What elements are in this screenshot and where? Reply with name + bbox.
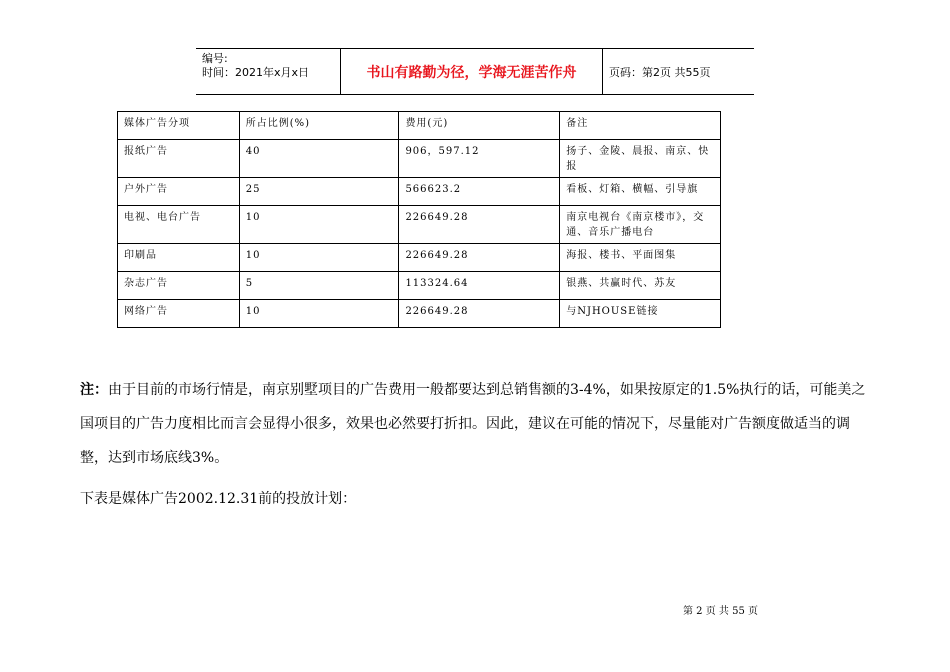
table-cell: 10	[239, 244, 399, 272]
table-header-row	[118, 112, 721, 140]
table-cell: 40	[239, 140, 399, 178]
table-header-cell: 费用(元)	[399, 112, 560, 140]
page-header	[196, 48, 754, 95]
table-cell: 银燕、共赢时代、苏友	[560, 272, 721, 300]
table-cell: 10	[239, 206, 399, 244]
table-row	[118, 272, 721, 300]
table-cell: 户外广告	[118, 178, 240, 206]
table-header-cell: 媒体广告分项	[118, 112, 240, 140]
table-cell: 226649.28	[399, 300, 560, 328]
table-header-cell: 备注	[560, 112, 721, 140]
table-row	[118, 300, 721, 328]
table-cell: 报纸广告	[118, 140, 240, 178]
header-divider	[602, 49, 603, 94]
table-cell: 印刷品	[118, 244, 240, 272]
page-footer: 第 2 页 共 55 页	[683, 606, 758, 617]
header-id-label: 编号:	[202, 52, 228, 65]
table-cell: 与NJHOUSE链接	[560, 300, 721, 328]
table-cell: 10	[239, 300, 399, 328]
table-cell: 杂志广告	[118, 272, 240, 300]
table-cell: 566623.2	[399, 178, 560, 206]
note-paragraph	[80, 373, 870, 475]
table-cell: 海报、楼书、平面图集	[560, 244, 721, 272]
table-header-cell: 所占比例(%)	[239, 112, 399, 140]
table-cell: 25	[239, 178, 399, 206]
table-cell: 网络广告	[118, 300, 240, 328]
table-row	[118, 178, 721, 206]
table-cell: 226649.28	[399, 244, 560, 272]
note-text: 由于目前的市场行情是，南京别墅项目的广告费用一般都要达到总销售额的3-4%，如果按原定的1.5%执行的话，可能美之国项目的广告力度相比而言会显得小很多，效果也必然要打折扣。因此，建议在可能的情况下，尽量能对广告额度做适当的调整，达到市场底线3%。	[80, 382, 866, 466]
table-cell: 扬子、金陵、晨报、南京、快报	[560, 140, 721, 178]
note-label: 注：	[80, 382, 108, 398]
table-row	[118, 140, 721, 178]
header-motto: 书山有路勤为径，学海无涯苦作舟	[366, 64, 577, 81]
media-ad-table	[117, 111, 721, 328]
header-time-label: 时间：2021年x月x日	[202, 66, 310, 79]
table-row	[118, 244, 721, 272]
table-cell: 南京电视台《南京楼市》，交通、音乐广播电台	[560, 206, 721, 244]
header-meta	[202, 52, 340, 80]
table-cell: 226649.28	[399, 206, 560, 244]
header-page-info: 页码：第2页 共55页	[609, 65, 711, 79]
table-cell: 906，597.12	[399, 140, 560, 178]
table-cell: 113324.64	[399, 272, 560, 300]
table-row	[118, 206, 721, 244]
plan-intro-paragraph: 下表是媒体广告2002.12.31前的投放计划：	[80, 491, 357, 507]
table-cell: 看板、灯箱、横幅、引导旗	[560, 178, 721, 206]
table-cell: 电视、电台广告	[118, 206, 240, 244]
table-cell: 5	[239, 272, 399, 300]
